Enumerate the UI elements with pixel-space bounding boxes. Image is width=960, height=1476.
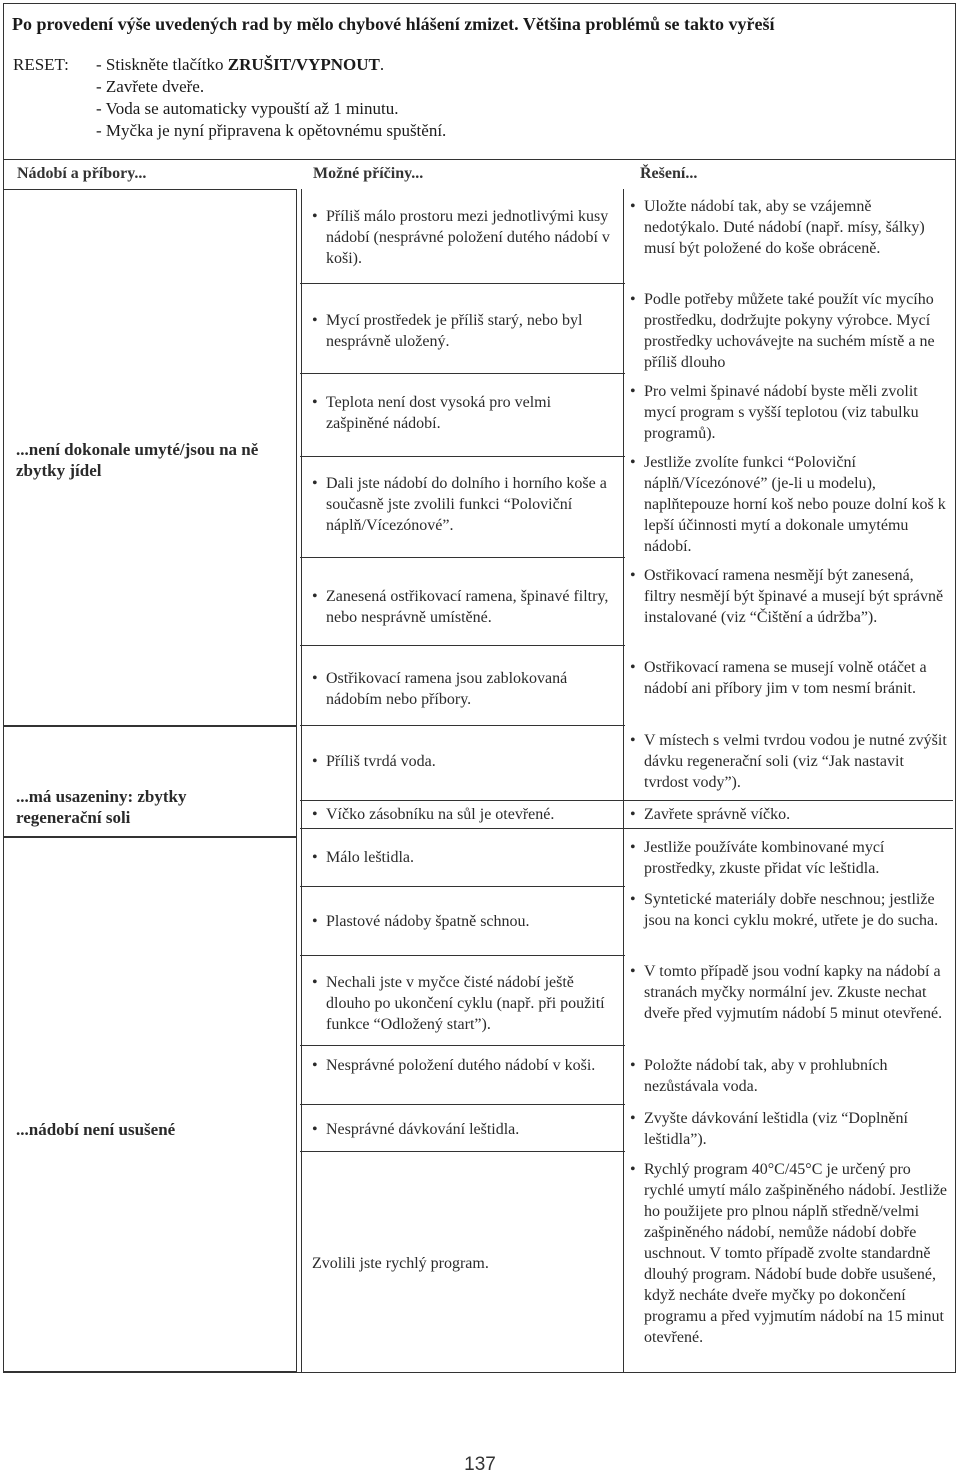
problem-label: ...není dokonale umyté/jsou na ně zbytky jídel [16, 440, 259, 480]
problem-cell [3, 726, 297, 837]
column-header-solution: Řešení... [640, 165, 698, 182]
reset-button-name: ZRUŠIT/VYPNOUT [227, 55, 380, 74]
header-divider [4, 159, 955, 160]
row-divider [300, 557, 625, 558]
row-divider [300, 1104, 625, 1105]
problem-cell [3, 837, 297, 1372]
problem-cell [3, 189, 297, 726]
cause-text: • Víčko zásobníku na sůl je otevřené. [312, 806, 555, 823]
solution-text: • Jestliže zvolíte funkci “Poloviční náplň/Vícezónové” (je-li u modelu), naplňtepouze horní koš nebo pouze dolní koš k lepší účinnosti mytí a dokonale umytému nádobí. [630, 454, 946, 555]
solution-text: • V místech s velmi tvrdou vodou je nutné zvýšit dávku regenerační soli (viz “Jak nastavit tvrdost vody”). [630, 732, 947, 791]
row-divider [300, 886, 625, 887]
cause-text: • Dali jste nádobí do dolního i horního koše a současně jste zvolili funkci “Poloviční náplň/Vícezónové”. [312, 475, 607, 534]
reset-label: RESET: [13, 55, 69, 74]
reset-step-1: - Stiskněte tlačítko ZRUŠIT/VYPNOUT. [96, 55, 385, 74]
solution-text: • Syntetické materiály dobře neschnou; jestliže jsou na konci cyklu mokré, utřete je do sucha. [630, 891, 939, 929]
reset-step-2: - Zavřete dveře. [96, 77, 205, 96]
problem-label: ...má usazeniny: zbytky regenerační soli [16, 787, 187, 827]
solution-text: • Pro velmi špinavé nádobí byste měli zvolit mycí program s vyšší teplotou (viz tabulku programů). [630, 383, 919, 442]
solution-text: • Ostřikovací ramena se musejí volně otáčet a nádobí ani příbory jim v tom nesmí bránit. [630, 659, 927, 697]
row-divider [300, 955, 625, 956]
solution-text: • Zavřete správně víčko. [630, 806, 791, 823]
cause-text: • Mycí prostředek je příliš starý, nebo byl nesprávně uložený. [312, 312, 583, 350]
column-header-cause: Možné příčiny... [313, 165, 424, 182]
solution-text: • Rychlý program 40°C/45°C je určený pro rychlé umytí málo zašpiněného nádobí. Jestliže ho použijete pro plnou náplň středně/velmi zašpiněného nádobí, nemůže nádobí dobře uschnout. V tomto případě zvolte standardně dlouhý program. Nádobí bude dobře usušené, když necháte dveře myčky po dokončení programu a před vyjmutím nádobí na 15 minut otevřené. [630, 1161, 948, 1346]
solution-text: • Položte nádobí tak, aby v prohlubních nezůstávala voda. [630, 1057, 888, 1095]
cause-text: • Zanesená ostřikovací ramena, špinavé filtry, nebo nesprávně umístěné. [312, 588, 609, 626]
solution-text: • Podle potřeby můžete také použít víc mycího prostředku, dodržujte pokyny výrobce. Mycí prostředky uchovávejte na suchém místě a ne příliš dlouho [630, 291, 935, 371]
row-divider [300, 373, 625, 374]
column-header-problem: Nádobí a příbory... [17, 165, 147, 182]
row-divider [300, 800, 953, 801]
row-divider [300, 828, 953, 829]
cause-text: • Nechali jste v myčce čisté nádobí ještě dlouho po ukončení cyklu (např. při použití funkce “Odložený start”). [312, 974, 605, 1033]
page-heading: Po provedení výše uvedených rad by mělo chybové hlášení zmizet. Většina problémů se takto vyřeší [12, 14, 775, 34]
reset-steps [96, 54, 446, 142]
reset-step-4: - Myčka je nyní připravena k opětovnému spuštění. [96, 121, 447, 140]
row-divider [300, 1151, 625, 1152]
cause-text: • Nesprávné dávkování leštidla. [312, 1121, 520, 1138]
cause-text: • Příliš tvrdá voda. [312, 753, 436, 770]
solution-text: • Zvyšte dávkování leštidla (viz “Doplnění leštidla”). [630, 1110, 908, 1148]
solution-text: • Uložte nádobí tak, aby se vzájemně nedotýkalo. Duté nádobí (např. mísy, šálky) musí být položené do koše obráceně. [630, 198, 925, 257]
cause-text: • Nesprávné položení dutého nádobí v koši. [312, 1057, 596, 1074]
row-divider [300, 1045, 625, 1046]
cause-text: • Příliš málo prostoru mezi jednotlivými kusy nádobí (nesprávné položení dutého nádobí v koši). [312, 208, 610, 267]
cause-text: • Plastové nádoby špatně schnou. [312, 913, 530, 930]
cause-text: • Málo leštidla. [312, 849, 414, 866]
solution-text: • Jestliže používáte kombinované mycí prostředky, zkuste přidat víc leštidla. [630, 839, 885, 877]
reset-step-3: - Voda se automaticky vypouští až 1 minutu. [96, 99, 399, 118]
problem-column [3, 189, 297, 1372]
solution-text: • V tomto případě jsou vodní kapky na nádobí a stranách myčky normální jev. Zkuste nechat dveře před vyjmutím nádobí 5 minut otevřené. [630, 963, 943, 1022]
cause-text: • Ostřikovací ramena jsou zablokovaná nádobím nebo příbory. [312, 670, 568, 708]
problem-label: ...nádobí není usušené [16, 1120, 176, 1139]
cause-text: • Teplota není dost vysoká pro velmi zašpiněné nádobí. [312, 394, 552, 432]
cause-text: Zvolili jste rychlý program. [312, 1255, 489, 1272]
page-number: 137 [464, 1454, 496, 1475]
solution-text: • Ostřikovací ramena nesmějí být zanesená, filtry nesmějí být špinavé a musejí být správně instalované (viz “Čištění a údržba”). [630, 567, 944, 626]
row-divider [300, 283, 625, 284]
row-divider [300, 645, 625, 646]
cause-column [301, 189, 624, 1372]
row-divider [300, 725, 625, 726]
row-divider [300, 456, 625, 457]
